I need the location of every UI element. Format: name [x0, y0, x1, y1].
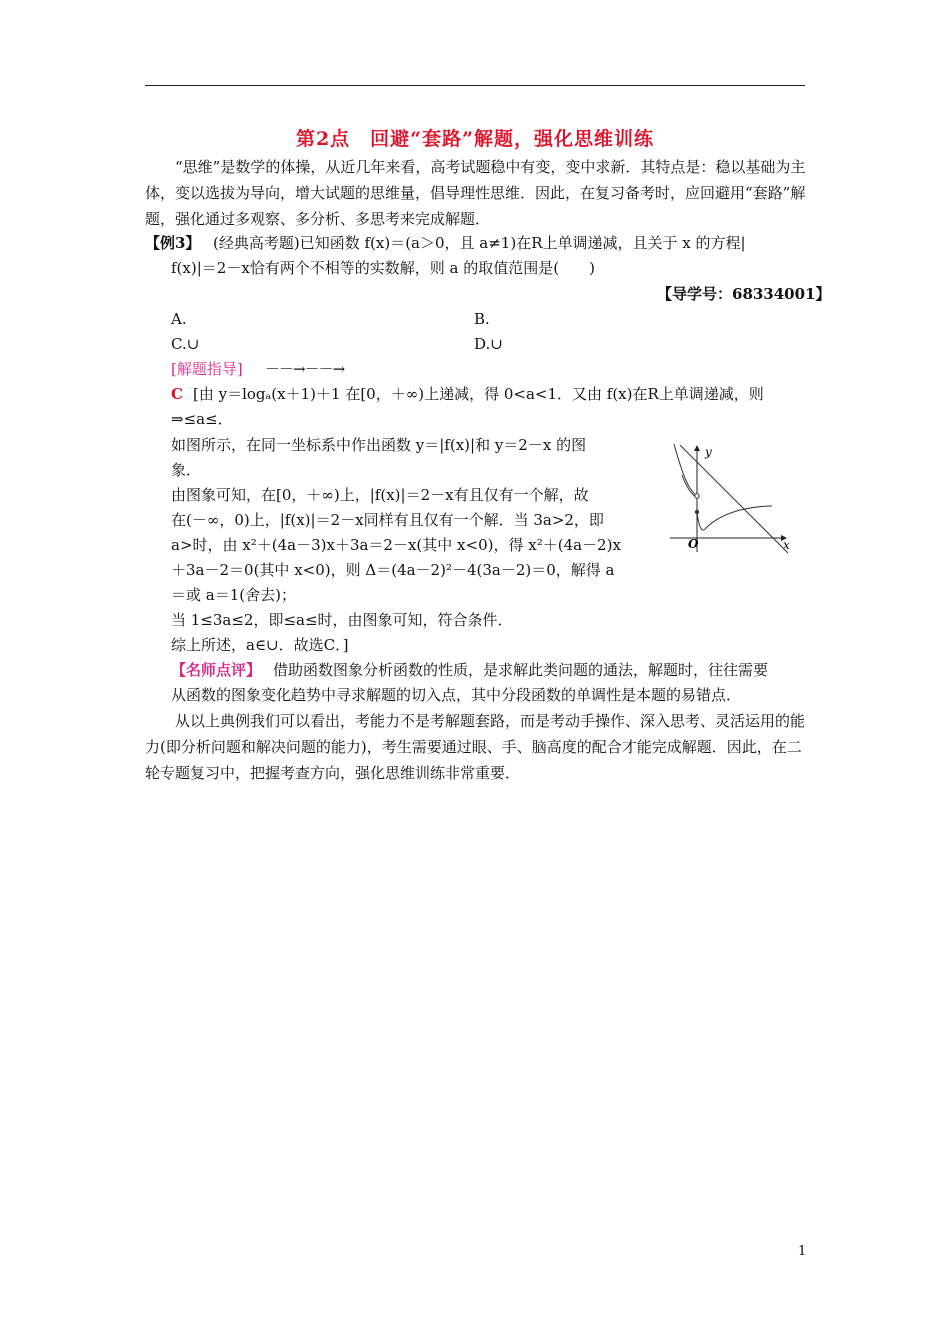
option-b: B.: [474, 310, 490, 328]
comment-line-2: 从函数的图象变化趋势中寻求解题的切入点，其中分段函数的单调性是本题的易错点．: [171, 686, 742, 704]
solution-line-3: 如图所示，在同一坐标系中作出函数 y＝|f(x)|和 y＝2－x 的图: [171, 436, 587, 454]
point-open: [695, 494, 699, 498]
example-line-1: (经典高考题)已知函数 f(x)＝(a＞0，且 a≠1)在R上单调递减，且关于 x 的方程|: [213, 234, 746, 252]
page-number: 1: [798, 1244, 807, 1259]
abs-f-left-branch: [674, 444, 697, 496]
section-title: 第2点 回避“套路”解题，强化思维训练: [295, 128, 655, 150]
hint-label: [解题指导]: [171, 360, 243, 378]
guide-number: 【导学号：68334001】: [657, 285, 831, 303]
hint-arrows: －－→－－→: [265, 360, 345, 378]
solution-line-2: ⇒≤a≤．: [171, 410, 233, 428]
solution-line-8: ＋3a－2＝0(其中 x<0)，则 Δ＝(4a－2)²－4(3a－2)＝0，解得 a: [171, 561, 615, 579]
comment-line-1: 借助函数图象分析函数的性质，是求解此类问题的通法，解题时，往往需要: [273, 661, 769, 679]
header-rule: [145, 85, 805, 86]
x-axis-label: x: [783, 538, 790, 552]
option-a: A.: [171, 310, 187, 328]
solution-line-11: 综上所述，a∈∪．故选C．]: [171, 636, 349, 654]
solution-line-1: [由 y＝logₐ(x＋1)＋1 在[0，＋∞)上递减，得 0<a<1．又由 f(x)在R上单调递减，则: [193, 385, 764, 403]
origin-label: O: [688, 537, 699, 551]
answer-letter: C: [171, 385, 183, 403]
solution-line-5: 由图象可知，在[0，＋∞)上，|f(x)|＝2－x有且仅有一个解，故: [171, 486, 589, 504]
solution-line-4: 象．: [171, 461, 202, 479]
intro-paragraph: “思维”是数学的体操，从近几年来看，高考试题稳中有变，变中求新．其特点是：稳以基础为主体，变以选拔为导向，增大试题的思维量，倡导理性思维．因此，在复习备考时，应回避用“套路”解题，强化通过多观察、多分析、多思考来完成解题．: [145, 158, 806, 228]
solution-line-6: 在(－∞，0)上，|f(x)|＝2－x同样有且仅有一个解．当 3a>2，即: [171, 511, 604, 529]
comment-label: 【名师点评】: [171, 661, 262, 679]
option-c: C.∪: [171, 335, 200, 353]
point-filled: [695, 510, 699, 514]
solution-line-9: ＝或 a＝1(舍去)；: [171, 586, 296, 604]
solution-line-7: a>时，由 x²＋(4a－3)x＋3a＝2－x(其中 x<0)，得 x²＋(4a－2)x: [171, 536, 621, 554]
example-line-2: f(x)|＝2－x恰有两个不相等的实数解，则 a 的取值范围是( ): [171, 259, 595, 277]
y-axis-label: y: [705, 445, 712, 459]
solution-line-10: 当 1≤3a≤2，即≤a≤时，由图象可知，符合条件．: [171, 611, 513, 629]
option-d: D.∪: [474, 335, 503, 353]
example-tag: 【例3】: [145, 234, 201, 252]
function-graph: [660, 440, 795, 555]
conclusion-paragraph: 从以上典例我们可以看出，考能力不是考解题套路，而是考动手操作、深入思考、灵活运用的能力(即分析问题和解决问题的能力)，考生需要通过眼、手、脑高度的配合才能完成解题．因此，在二轮专题复习中，把握考查方向，强化思维训练非常重要．: [145, 712, 806, 782]
